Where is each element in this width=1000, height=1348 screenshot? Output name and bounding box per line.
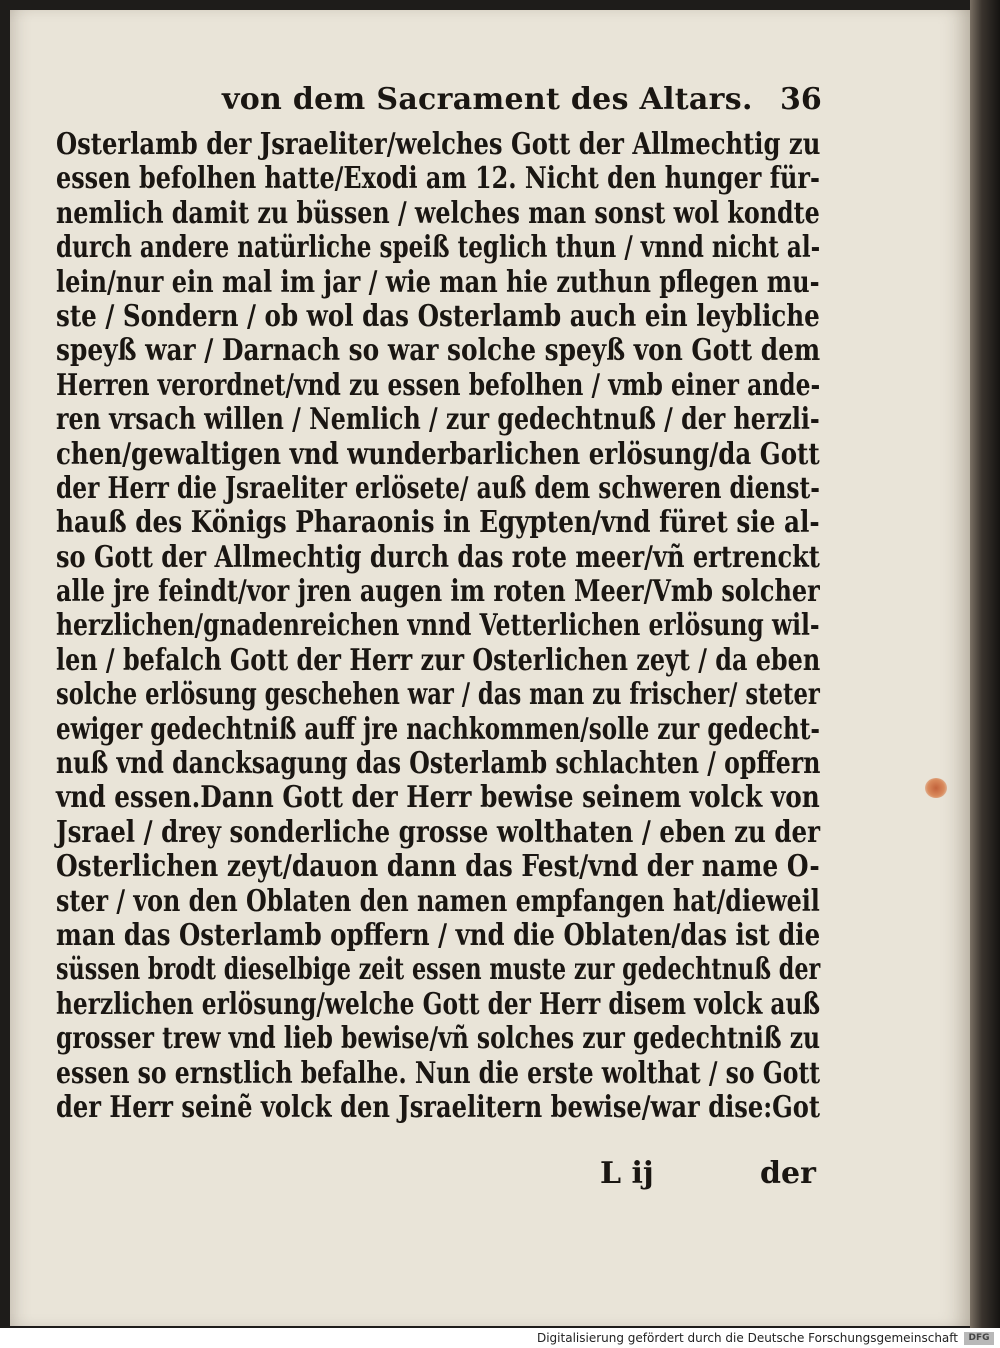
dfg-logo: DFG (964, 1332, 994, 1345)
text-line: süssen brodt dieselbige zeit essen muste zur gedechtnuß der (56, 952, 821, 988)
running-title: von dem Sacrament des Altars. (222, 82, 753, 117)
text-line: Osterlichen zeyt/dauon dann das Fest/vnd der name O- (56, 849, 820, 885)
text-line: grosser trew vnd lieb bewise/vñ solches zur gedechtniß zu (56, 1021, 821, 1057)
text-line: essen so ernstlich befalhe. Nun die erste wolthat / so Gott (56, 1055, 821, 1091)
paper-stain (925, 778, 947, 798)
catchword: der (760, 1156, 816, 1191)
text-line: der Herr seinẽ volck den Jsraelitern bewise/war dise:Got (56, 1089, 821, 1125)
text-line: durch andere natürliche speiß teglich thun / vnnd nicht al- (56, 230, 821, 266)
text-line: Jsrael / drey sonderliche grosse wolthaten / eben zu der (56, 814, 820, 850)
funding-credit: Digitalisierung gefördert durch die Deutsche Forschungsgemeinschaft (536, 1331, 958, 1345)
text-line: nuß vnd dancksagung das Osterlamb schlachten / opffern (56, 746, 821, 782)
text-line: essen befolhen hatte/Exodi am 12. Nicht den hunger für- (56, 161, 820, 197)
text-line: hauß des Königs Pharaonis in Egypten/vnd füret sie al- (56, 505, 820, 541)
text-line: so Gott der Allmechtig durch das rote meer/vñ ertrenckt (56, 539, 820, 575)
text-line: herzlichen/gnadenreichen vnnd Vetterlichen erlösung wil- (56, 608, 820, 644)
body-text (56, 128, 820, 1125)
text-line: ren vrsach willen / Nemlich / zur gedechtnuß / der herzli- (56, 402, 820, 438)
text-line: len / befalch Gott der Herr zur Osterlichen zeyt / da eben (56, 642, 821, 678)
page-number: 36 (780, 82, 822, 117)
text-line: solche erlösung geschehen war / das man zu frischer/ steter (56, 677, 820, 713)
text-line: der Herr die Jsraeliter erlösete/ auß dem schweren dienst- (56, 470, 820, 506)
text-line: speyß war / Darnach so war solche speyß von Gott dem (56, 333, 821, 369)
text-line: alle jre feindt/vor jren augen im roten Meer/Vmb solcher (56, 574, 820, 610)
text-line: Osterlamb der Jsraeliter/welches Gott der Allmechtig zu (56, 127, 821, 162)
text-line: ster / von den Oblaten den namen empfangen hat/dieweil (56, 883, 820, 919)
text-line: ste / Sondern / ob wol das Osterlamb auch ein leybliche (56, 298, 820, 334)
text-line: chen/gewaltigen vnd wunderbarlichen erlösung/da Gott (56, 436, 820, 472)
text-line: vnd essen.Dann Gott der Herr bewise seinem volck von (56, 780, 820, 816)
book-edge (970, 0, 1000, 1328)
text-line: lein/nur ein mal im jar / wie man hie zuthun pflegen mu- (56, 264, 820, 300)
text-line: Herren verordnet/vnd zu essen befolhen / vmb einer ande- (56, 367, 821, 403)
text-line: nemlich damit zu büssen / welches man sonst wol kondte (56, 195, 820, 231)
footer-bar (0, 1330, 1000, 1348)
running-header (222, 82, 822, 122)
text-line: ewiger gedechtniß auff jre nachkommen/solle zur gedecht- (56, 711, 820, 747)
text-line: herzlichen erlösung/welche Gott der Herr disem volck auß (56, 986, 821, 1022)
text-line: man das Osterlamb opffern / vnd die Oblaten/das ist die (56, 917, 821, 953)
signature-mark: L ij (600, 1156, 654, 1191)
